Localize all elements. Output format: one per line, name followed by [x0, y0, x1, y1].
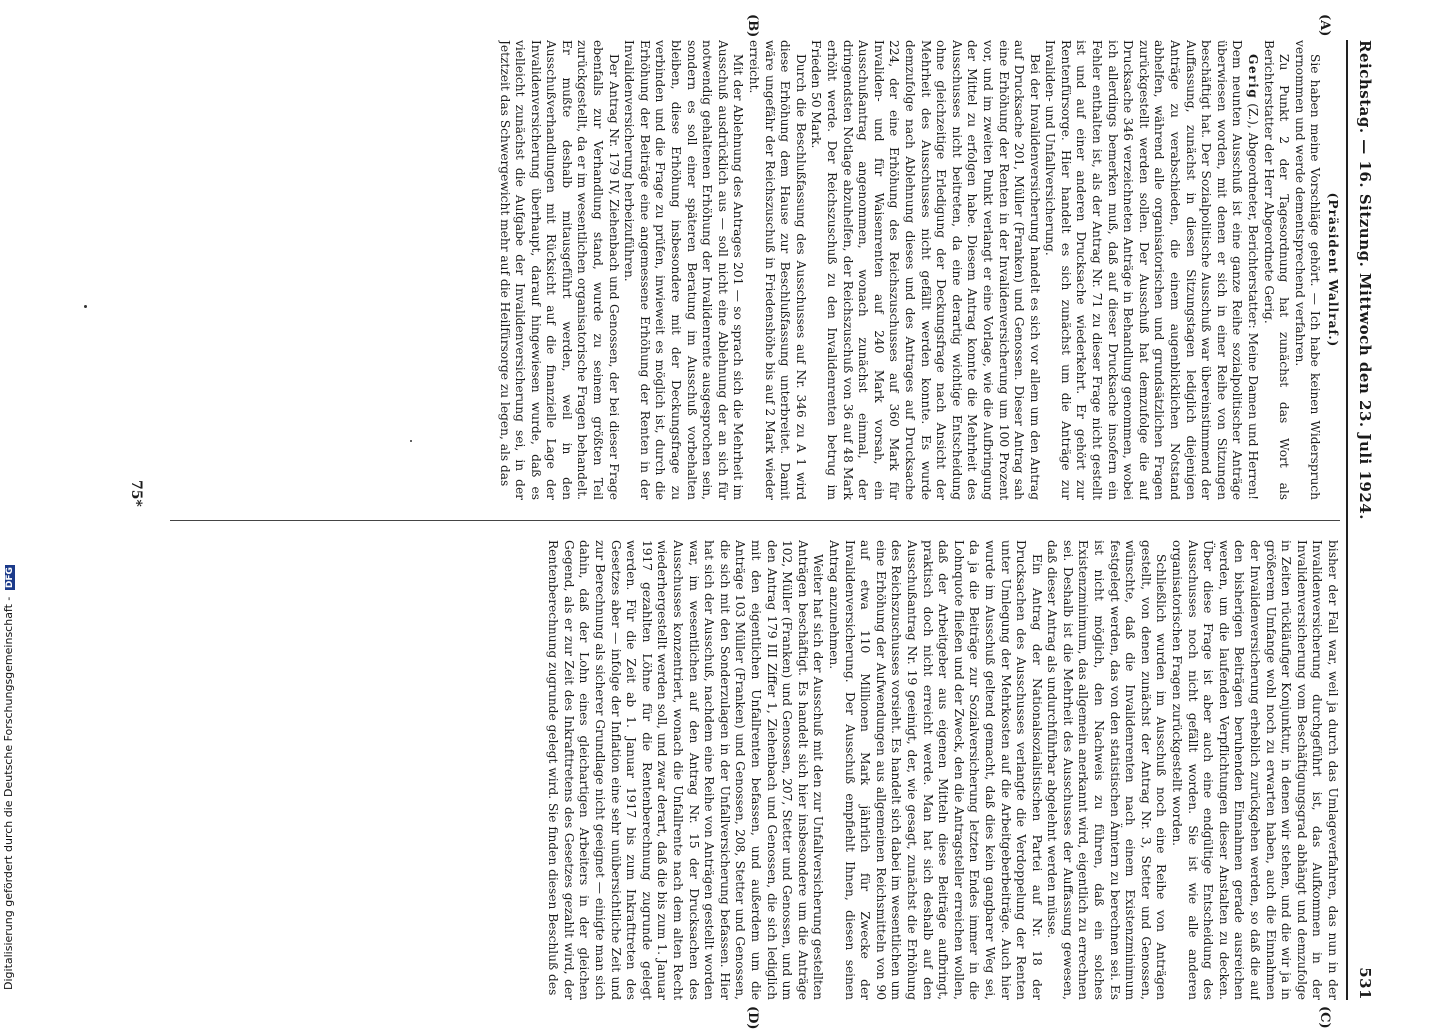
body-paragraph: Schließlich wurden im Ausschuß noch eine Reihe von Anträgen gestellt, von denen zunächst der Antrag Nr. 3, Stetter und Genossen, wünschte, daß die Invalidenrenten nach einem Existenzminimum festgelegt werden, das von den statistischen Ämtern zu berechnen sei. Es ist nicht möglich, den Nachweis zu führen, daß ein solches Existenzminimum, das allgemein anerkannt wird, eigentlich zu errechnen sei. Deshalb ist die Mehrheit des Ausschusses der Auffassung gewesen, daß dieser Antrag als undurchführbar abgelehnt werden müsse.: [1045, 540, 1169, 1000]
digitization-credit: [2, 0, 18, 990]
body-paragraph: Durch die Beschlußfassung des Ausschusses auf Nr. 346 zu A 1 wird diese Erhöhung dem Hause zur Beschlußfassung unterbreitet. Damit wäre ungefähr der Reichszuschuß in Friedenshöhe bis auf 2 Mark wieder erreicht.: [747, 40, 808, 500]
margin-mark-d: (D): [745, 1006, 760, 1030]
body-paragraph: Bei der Invalidenversicherung handelt es sich vor allem um den Antrag auf Drucksache 201, Müller (Franken) und Genossen. Dieser Antrag sah eine Erhöhung der Renten in der Invalidenversicherung um 100 Prozent vor, und im zweiten Punkt verlangt er eine Vorlage, wie die Aufbringung der Mittel zu erfolgen habe. Diesem Antrag konnte die Mehrheit des Ausschusses nicht beitreten, da eine derartig wichtige Entscheidung ohne gleichzeitige Erledigung der Deckungsfrage nach Ansicht der Mehrheit des Ausschusses nicht gefällt werden konnte. Es wurde demzufolge nach Ablehnung dieses und des Antrages auf Drucksache 224, der eine Erhöhung des Reichszuschusses auf 360 Mark für Invaliden- und für Waisenrenten auf 240 Mark vorsah, ein Ausschußantrag angenommen, wonach zunächst einmal, der dringendsten Notlage abzuhelfen, der Reichszuschuß von 36 auf 48 Mark erhöht werde. Der Reichszuschuß zu den Invalidenrenten betrug im Frieden 50 Mark.: [809, 40, 1042, 500]
speaker-paragraph: [1042, 40, 1260, 500]
body-paragraph: Zu Punkt 2 der Tagesordnung hat zunächst das Wort als Berichterstatter der Herr Abgeordnete Gerig.: [1261, 40, 1292, 500]
column-divider: [170, 520, 1340, 521]
body-paragraph: Ein Antrag der Nationalsozialistischen Partei auf Nr. 18 der Drucksachen des Ausschusses verlangte die Verdoppelung der Renten unter Umlegung der Mehrkosten auf die Arbeitgeberbeiträge. Auch hier wurde im Ausschuß geltend gemacht, daß dies kein gangbarer Weg sei, da ja die Beiträge zur Sozialversicherung letzten Endes immer in die Lohnquote fließen und der Zweck, den die Antragsteller erreichen wollen, daß der Arbeitgeber aus eigenen Mitteln diese Beiträge aufbringt, praktisch doch nicht erreicht werde. Man hat sich deshalb auf den Ausschußantrag Nr. 19 geeinigt, der, wie gesagt, zunächst die Erhöhung des Reichszuschusses vorsieht. Es handelt sich dabei im wesentlichen um eine Erhöhung der Aufwendungen aus allgemeinen Reichsmitteln von 90 auf etwa 110 Millionen Mark jährlich für Zwecke der Invalidenversicherung. Der Ausschuß empfiehlt Ihnen, diesen seinen Antrag anzunehmen.: [827, 540, 1044, 1000]
body-paragraph: Der Antrag Nr. 179 IV, Ziehenbach und Genossen, der bei dieser Frage ebenfalls zur Verhandlung stand, wurde zu seinem größten Teil zurückgestellt, da er im wesentlichen organisatorische Fragen behandelt. Er mußte deshalb mitausgeführt werden, weil in den Ausschußverhandlungen mit Rücksicht auf die finanzielle Lage der Invalidenversicherung überhaupt, darauf hingewiesen wurde, daß es vielleicht zunächst die Aufgabe der Invalidenversicherung sei, in der Jetztzeit das Schwergewicht mehr auf die Heilfürsorge zu legen, als das: [497, 40, 621, 500]
margin-mark-c: (C): [1317, 1006, 1332, 1029]
section-heading: (Präsident Wallraf.): [1326, 192, 1340, 348]
speaker-name: Gerig: [1246, 54, 1261, 100]
page-number: 531: [1356, 967, 1374, 1000]
body-paragraph: bisher der Fall war, weil ja durch das Umlageverfahren, das nun in der Invalidenversicherung durchgeführt ist, das Aufkommen in der Invalidenversicherung vom Beschäftigungsgrad abhängt und demzufolge in Zeiten rückläufiger Konjunktur, in denen wir stehen, und die wir ja in größerem Umfange wohl noch zu erwarten haben, auch die Einnahmen der Invalidenversicherung erheblich zurückgehen werden, so daß die auf den bisherigen Beiträgen beruhenden Einnahmen gerade ausreichen werden, um die laufenden Verpflichtungen dieser Anstalten zu decken. Über diese Frage ist aber auch eine endgültige Entscheidung des Ausschusses noch nicht gefällt worden. Sie ist wie alle anderen organisatorischen Fragen zurückgestellt worden.: [1170, 540, 1340, 1000]
header-rule: [1346, 40, 1348, 1000]
rotated-newspaper-page: [80, 14, 1380, 1030]
body-paragraph: Sie haben meine Vorschläge gehört. — Ich habe keinen Widerspruch vernommen und werde dementsprechend verfahren.: [1292, 40, 1323, 500]
margin-mark-b: (B): [745, 14, 760, 38]
header-title: Reichstag. — 16. Sitzung. Mittwoch den 23. Juli 1924.: [1356, 40, 1374, 520]
scan-speck: [410, 440, 412, 442]
body-paragraph: Weiter hat sich der Ausschuß mit den zur Unfallversicherung gestellten Anträgen beschäftigt. Es handelt sich hier insbesondere um die Anträge 102, Müller (Franken) und Genossen, 207, Stetter und Genossen, und um den Antrag 179 III Ziffer 1, Ziehenbach und Genossen, die sich lediglich mit den eigentlichen Unfallrenten befassen, und außerdem um die Anträge 103 Müller (Franken) und Genossen, 208, Stetter und Genossen, die sich mit den Sonderzulagen in der Unfallversicherung befassen. Hier hat sich der Ausschuß, nachdem eine Reihe von Anträgen gestellt worden war, im wesentlichen auf den Antrag Nr. 15 der Drucksachen des Ausschusses konzentriert, wonach die Unfallrente nach dem alten Recht wiederhergestellt werden soll, und zwar derart, daß die bis zum 1. Januar 1917 gezahlten Löhne für die Rentenberechnung zugrunde gelegt werden. Für die Zeit ab 1. Januar 1917 bis zum Inkrafttreten des Gesetzes aber — infolge der Inflation eine sehr unübersichtliche Zeit und zur Berechnung als sicherer Grundlage nicht geeignet — einigte man sich dahin, daß der Lohn eines gleichartigen Arbeiters in der gleichen Gegend, als er zur Zeit des Inkrafttretens des Gesetzes gezahlt wird, der Rentenberechnung zugrunde gelegt wird. Sie finden diesen Beschluß des: [546, 540, 826, 1000]
scan-speck: [84, 305, 87, 308]
dfg-logo-icon: DFG: [5, 567, 15, 589]
signature-mark: 75*: [128, 480, 144, 507]
credit-text: Digitalisierung gefördert durch die Deutsche Forschungsgemeinschaft -: [2, 596, 15, 990]
page-header: [1350, 40, 1380, 1000]
margin-mark-a: (A): [1317, 14, 1332, 37]
column-left: [160, 40, 1340, 500]
column-right: [160, 540, 1340, 1000]
body-paragraph: Mit der Ablehnung des Antrages 201 — so sprach sich die Mehrheit im Ausschuß ausdrücklich aus — soll nicht eine Ablehnung der an sich für notwendig gehaltenen Erhöhung der Invalidenrente ausgesprochen sein, sondern es soll einer späteren Beratung im Ausschuß vorbehalten bleiben, diese Erhöhung insbesondere mit der Deckungsfrage zu verbinden und die Frage zu prüfen, inwieweit es möglich ist, durch die Erhöhung der Beiträge eine angemessene Erhöhung der Renten in der Invalidenversicherung herbeizuführen.: [622, 40, 746, 500]
speaker-text: (Z.), Abgeordneter, Berichterstatter: Meine Damen und Herren! Dem neunten Ausschuß ist eine ganze Reihe sozialpolitischer Anträge überwiesen worden, mit denen er sich in einer Reihe von Sitzungen beschäftigt hat. Der Sozialpolitische Ausschuß war übereinstimmend der Auffassung, zunächst in diesen Sitzungstagen lediglich diejenigen Anträge zu verabschieden, die einem augenblicklichen Notstand abhelfen, während alle organisatorischen und grundsätzlichen Fragen zurückgestellt werden sollen. Der Ausschuß hat demzufolge die auf Drucksache 346 verzeichneten Anträge in Behandlung genommen, wobei ich allerdings bemerken muß, daß auf dieser Drucksache insofern ein Fehler enthalten ist, als der Antrag Nr. 71 zu dieser Frage nicht gestellt ist und auf einer anderen Drucksache wiederkehrt. Er gehört zur Rentenfürsorge. Hier handelt es sich zunächst um die Anträge zur Invaliden- und Unfallversicherung.: [1043, 40, 1261, 500]
